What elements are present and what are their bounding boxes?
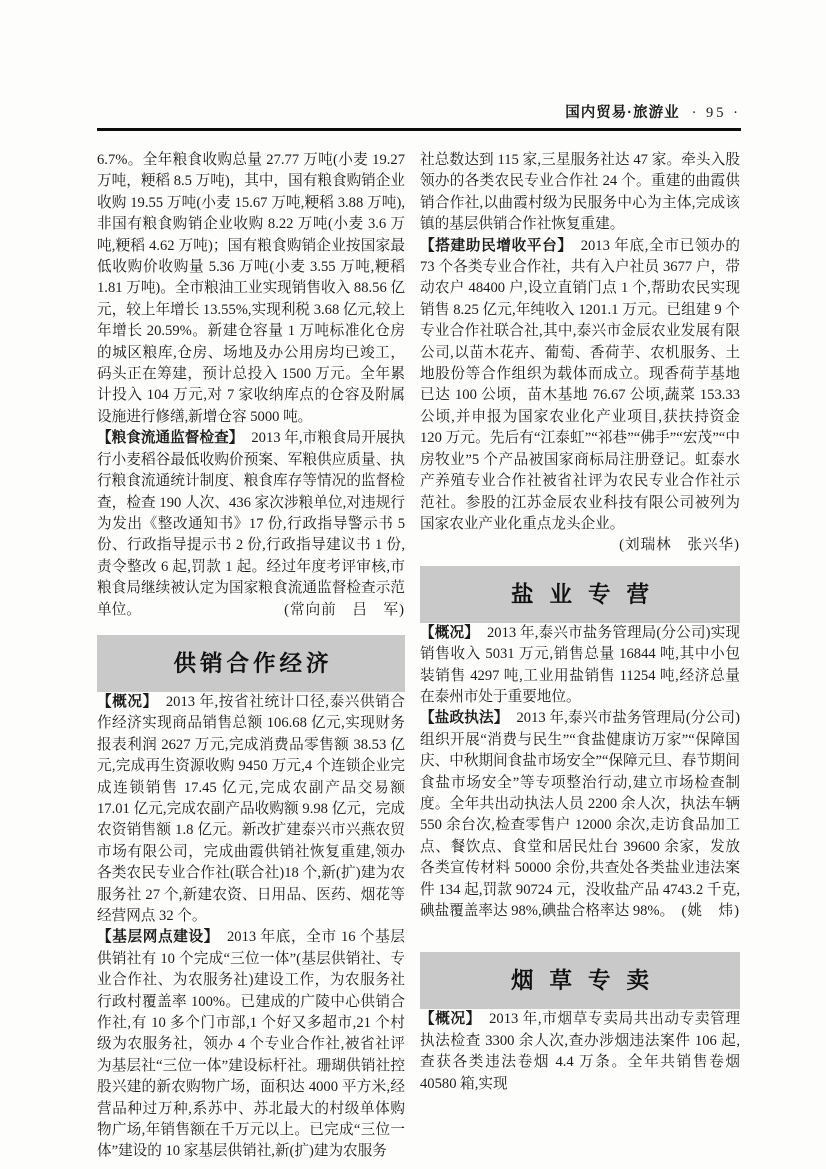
- entry-body-grain-inspection: 2013 年,市粮食局开展执行小麦稻谷最低收购价预案、军粮供应质量、执行粮食流通统计制度、粮食库存等情况的监督检查，检查 190 人次、436 家次涉粮单位,对违规行为发出《整改通知书》17 份,行政指导警示书 5 份、行政指导提示书 2 份,行政指导建议书 1 份,责令整改 6 起,罚款 1 起。经过年度考评审核,市粮食局继续被认定为国家粮食流通监督检查示范单位。: [97, 430, 405, 618]
- page-header: [97, 104, 741, 131]
- entry-heading-supply-overview: 【概况】: [97, 693, 158, 710]
- section-banner-tobacco: [420, 952, 740, 1009]
- entry-heading-salt-overview: 【概况】: [420, 624, 479, 641]
- section-title-supply: 供销合作经济: [173, 650, 333, 676]
- entry-body-income-platform: 2013 年底,全市已领办的 73 个各类专业合作社，共有入户社员 3677 户，带动农户 48400 户,设立直销门点 1 个,帮助农民实现销售 8.25 亿元,年纯收入 1201.1 万元。已组建 9 个专业合作社联合社,其中,泰兴市金辰农业发展有限公司,以苗木花卉、葡萄、香荷芋、农机服务、土地股份等合作组织为载体而成立。现香荷芋基地已达 100 公顷，苗木基地 76.67 公顷,蔬菜 153.33 公顷,并申报为国家农业化产业项目,获扶持资金 120 万元。先后有“江泰虹”“祁巷”“佛手”“宏茂”“中房牧业”5 个产品被国家商标局注册登记。虹泰水产养殖专业合作社被省社评为农民专业合作社示范社。参股的江苏金辰农业科技有限公司被列为国家农业产业化重点龙头企业。: [420, 237, 740, 532]
- entry-heading-income-platform: 【搭建助民增收平台】: [420, 237, 573, 254]
- paragraph-grain-purchase-continuation: 6.7%。全年粮食收购总量 27.77 万吨(小麦 19.27 万吨，粳稻 8.5 万吨)，其中，国有粮食购销企业收购 19.55 万吨(小麦 15.67 万吨,粳稻 3.88 万吨),非国有粮食购销企业收购 8.22 万吨(小麦 3.6 万吨,粳稻 4.62 万吨)；国有粮食购销企业按国家最低收购价收购量 5.36 万吨(小麦 3.55 万吨,粳稻 1.81 万吨)。全市粮油工业实现销售收入 88.56 亿元，较上年增长 13.55%,实现利税 3.68 亿元,较上年增长 20.59%。新建仓容量 1 万吨标准化仓房的城区粮库,仓房、场地及办公用房均已竣工，码头正在筹建，预计总投入 1500 万元。全年累计投入 104 万元,对 7 家收纳库点的仓容及附属设施进行修缮,新增仓容 5000 吨。: [97, 152, 405, 425]
- entry-authors-salt-enforcement: (姚 炜): [681, 903, 740, 919]
- entry-grassroots-network: [97, 927, 405, 1162]
- entry-income-platform: [420, 236, 740, 557]
- entry-authors-income-platform: (刘瑞林 张兴华): [619, 537, 740, 554]
- entry-authors-grain-inspection: (常向前 吕 军): [284, 601, 405, 618]
- entry-salt-enforcement: [420, 708, 740, 922]
- section-title-salt: 盐业专营: [510, 581, 665, 607]
- entry-body-salt-overview: 2013 年,泰兴市盐务管理局(分公司)实现销售收入 5031 万元,销售总量 16844 吨,其中小包装销售 4297 吨,工业用盐销售 11254 吨,经济总量在泰州市处于重要地位。: [420, 624, 740, 705]
- section-banner-salt: [420, 566, 740, 623]
- left-column: [97, 150, 405, 1163]
- entry-tobacco-overview: [420, 1009, 740, 1095]
- entry-body-salt-enforcement: 2013 年,泰兴市盐务管理局(分公司)组织开展“消费与民生”“食盐健康访万家”“保障国庆、中秋期间食盐市场安全”“保障元旦、春节期间食盐市场安全”等专项整治行动,建立市场检查制度。全年共出动执法人员 2200 余人次，执法车辆 550 余台次,检查零售户 12000 余次,走访食品加工点、餐饮点、食堂和居民灶台 39600 余家，发放各类宣传材料 50000 余份,共查处各类盐业违法案件 134 起,罚款 90724 元，没收盐产品 4743.2 千克,碘盐覆盖率达 98%,碘盐合格率达 98%。: [420, 710, 740, 919]
- entry-salt-overview: [420, 623, 740, 709]
- right-column: [420, 150, 740, 1095]
- entry-body-tobacco-overview: 2013 年,市烟草专卖局共出动专卖管理执法检查 3300 余人次,查办涉烟违法案件 106 起,查获各类违法卷烟 4.4 万条。全年共销售卷烟 40580 箱,实现: [420, 1011, 740, 1092]
- entry-grain-inspection: [97, 428, 405, 621]
- section-banner-supply: [97, 635, 405, 692]
- paragraph-supply-coop-continuation: 社总数达到 115 家,三星服务社达 47 家。牵头入股领办的各类农民专业合作社 24 个。重建的曲霞供销合作社,以曲霞村级为民服务中心为主体,完成该镇的基层供销合作社恢复重建。: [420, 152, 740, 233]
- entry-heading-grain-inspection: 【粮食流通监督检查】: [97, 430, 244, 447]
- entry-heading-salt-enforcement: 【盐政执法】: [420, 710, 509, 727]
- entry-heading-tobacco-overview: 【概况】: [420, 1011, 482, 1028]
- entry-supply-overview: [97, 692, 405, 927]
- running-head-title: 国内贸易·旅游业: [565, 105, 680, 121]
- section-title-tobacco: 烟草专卖: [510, 968, 665, 994]
- page-number: · 95 ·: [691, 105, 741, 121]
- entry-heading-grassroots-network: 【基层网点建设】: [97, 929, 219, 946]
- entry-body-grassroots-network: 2013 年底，全市 16 个基层供销社有 10 个完成“三位一体”(基层供销社、专业合作社、为农服务社)建设工作，为农服务社行政村覆盖率 100%。已建成的广陵中心供销合作社,有 10 多个门市部,1 个好又多超市,21 个村级为农服务社，领办 4 个专业合作社,被省社评为基层社“三位一体”建设标杆社。珊瑚供销社控股兴建的新农购物广场，面积达 4000 平方米,经营品种过万种,系苏中、苏北最大的村级单体购物广场,年销售额在千万元以上。已完成“三位一体”建设的 10 家基层供销社,新(扩)建为农服务: [97, 929, 405, 1160]
- entry-body-supply-overview: 2013 年,按省社统计口径,泰兴供销合作经济实现商品销售总额 106.68 亿元,实现财务报表利润 2627 万元,完成消费品零售额 38.53 亿元,完成再生资源收购 9450 万元,4 个连锁企业完成连锁销售 17.45 亿元,完成农副产品交易额 17.01 亿元,完成农副产品收购额 9.98 亿元，完成农资销售额 1.8 亿元。新改扩建泰兴市兴燕农贸市场有限公司，完成曲霞供销社恢复重建,领办各类农民专业合作社(联合社)18 个,新(扩)建为农服务社 27 个,新建农资、日用品、医药、烟花等经营网点 32 个。: [97, 693, 405, 924]
